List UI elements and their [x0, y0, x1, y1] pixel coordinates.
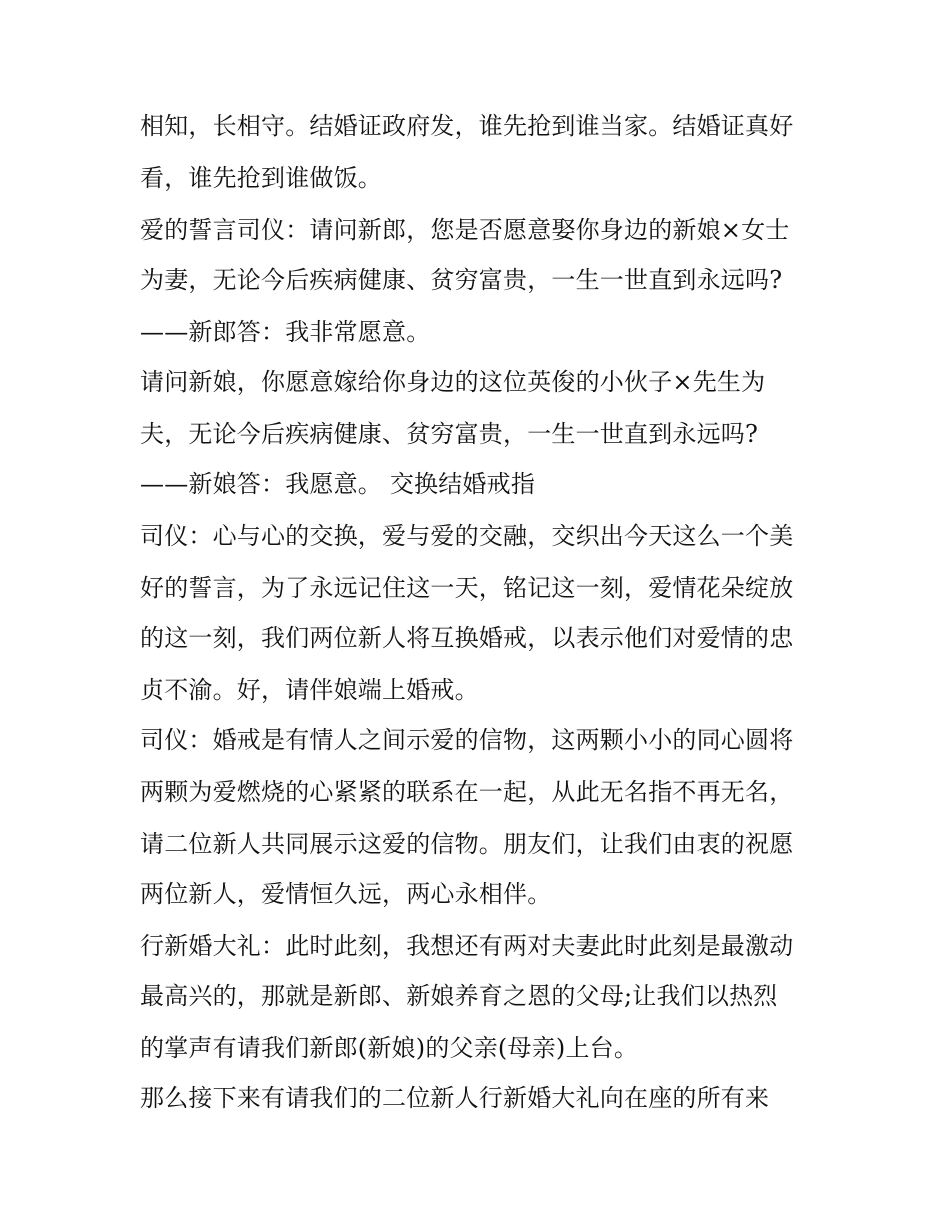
text-line: 请问新娘，你愿意嫁给你身边的这位英俊的小伙子×先生为 [140, 368, 766, 396]
text-line: ——新娘答：我愿意。 交换结婚戒指 [140, 470, 536, 498]
text-line: 贞不渝。好，请伴娘端上婚戒。 [140, 676, 479, 704]
text-line: 两颗为爱燃烧的心紧紧的联系在一起，从此无名指不再无名， [140, 778, 794, 806]
text-line: 的这一刻，我们两位新人将互换婚戒，以表示他们对爱情的忠 [140, 624, 794, 652]
text-line: ——新郎答：我非常愿意。 [140, 318, 431, 346]
text-line: 相知，长相守。结婚证政府发，谁先抢到谁当家。结婚证真好 [140, 112, 794, 140]
text-line: 看，谁先抢到谁做饭。 [140, 164, 382, 192]
text-line: 为妻，无论今后疾病健康、贫穷富贵，一生一世直到永远吗? [140, 266, 783, 294]
text-line: 爱的誓言司仪：请问新郎，您是否愿意娶你身边的新娘×女士 [140, 216, 790, 244]
text-line: 好的誓言，为了永远记住这一天，铭记这一刻，爱情花朵绽放 [140, 574, 794, 602]
text-line: 最高兴的，那就是新郎、新娘养育之恩的父母;让我们以热烈 [140, 982, 778, 1010]
text-line: 那么接下来有请我们的二位新人行新婚大礼向在座的所有来 [140, 1084, 770, 1112]
text-line: 请二位新人共同展示这爱的信物。朋友们，让我们由衷的祝愿 [140, 830, 794, 858]
text-line: 两位新人，爱情恒久远，两心永相伴。 [140, 880, 552, 908]
text-line: 的掌声有请我们新郎(新娘)的父亲(母亲)上台。 [140, 1034, 639, 1062]
text-line: 司仪：心与心的交换，爱与爱的交融，交织出今天这么一个美 [140, 522, 794, 550]
text-line: 司仪：婚戒是有情人之间示爱的信物，这两颗小小的同心圆将 [140, 726, 794, 754]
text-line: 夫，无论今后疾病健康、贫穷富贵，一生一世直到永远吗? [140, 420, 759, 448]
text-line: 行新婚大礼：此时此刻，我想还有两对夫妻此时此刻是最激动 [140, 932, 794, 960]
